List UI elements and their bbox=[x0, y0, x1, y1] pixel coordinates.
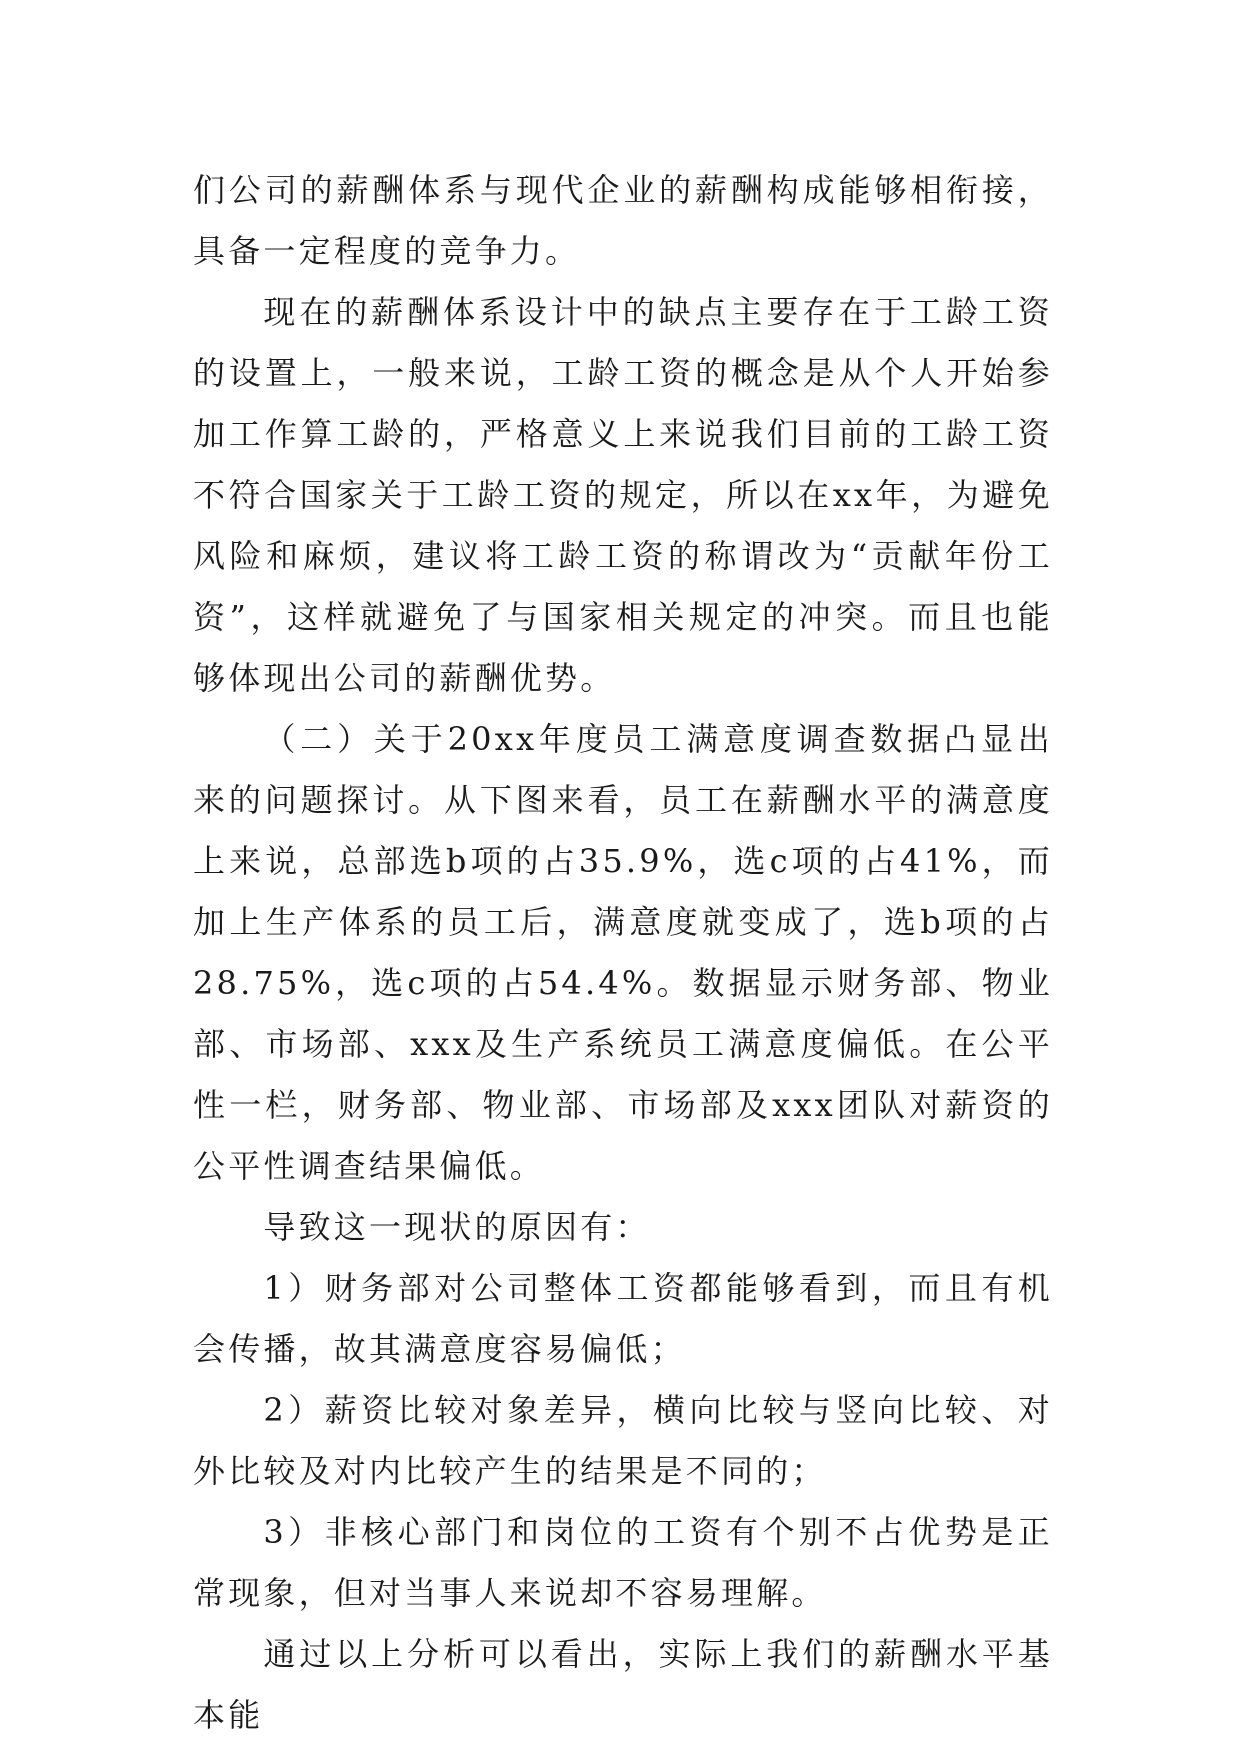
paragraph-6: 2）薪资比较对象差异，横向比较与竖向比较、对外比较及对内比较产生的结果是不同的； bbox=[193, 1391, 1053, 1490]
paragraph-3: （二）关于20xx年度员工满意度调查数据凸显出来的问题探讨。从下图来看，员工在薪酬水平的满意度上来说，总部选b项的占35.9%，选c项的占41%，而加上生产体系的员工后，满意度就变成了，选b项的占28.75%，选c项的占54.4%。数据显示财务部、物业部、市场部、xxx及生产系统员工满意度偏低。在公平性一栏，财务部、物业部、市场部及xxx团队对薪资的公平性调查结果偏低。 bbox=[193, 720, 1053, 1185]
paragraph-8: 通过以上分析可以看出，实际上我们的薪酬水平基本能 bbox=[193, 1635, 1053, 1734]
paragraph-4: 导致这一现状的原因有： bbox=[263, 1208, 651, 1246]
document-body bbox=[193, 160, 1053, 1746]
paragraph-1: 们公司的薪酬体系与现代企业的薪酬构成能够相衔接，具备一定程度的竞争力。 bbox=[193, 171, 1053, 270]
paragraph-2: 现在的薪酬体系设计中的缺点主要存在于工龄工资的设置上，一般来说，工龄工资的概念是从个人开始参加工作算工龄的，严格意义上来说我们目前的工龄工资不符合国家关于工龄工资的规定，所以在xx年，为避免风险和麻烦，建议将工龄工资的称谓改为“贡献年份工资”，这样就避免了与国家相关规定的冲突。而且也能够体现出公司的薪酬优势。 bbox=[193, 293, 1053, 697]
paragraph-7: 3）非核心部门和岗位的工资有个别不占优势是正常现象，但对当事人来说却不容易理解。 bbox=[193, 1513, 1053, 1612]
paragraph-5: 1）财务部对公司整体工资都能够看到，而且有机会传播，故其满意度容易偏低； bbox=[193, 1269, 1053, 1368]
